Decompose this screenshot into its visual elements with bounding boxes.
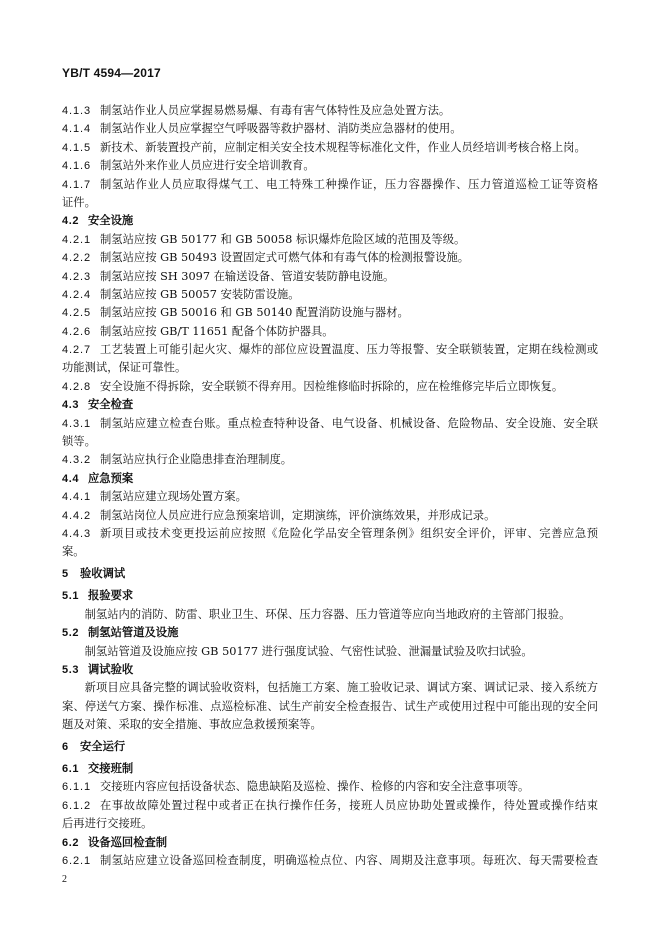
paragraph-line: 新项目应具备完整的调试验收资料，包括施工方案、施工验收记录、调试方案、调试记录、接入系统方	[84, 681, 598, 695]
section-heading-5-3	[62, 661, 598, 679]
section-heading-5-1	[62, 587, 598, 605]
clause-text: 新项目或技术变更投运前应按照《危险化学品安全管理条例》组织安全评价，评审、完善应急预	[100, 526, 598, 540]
clause-text: 在事故故障处置过程中或者正在执行操作任务，接班人员应协助处置或操作，待处置或操作结束	[100, 798, 598, 812]
section-number: 4.4	[62, 472, 80, 485]
clause-number: 4.3.1	[62, 417, 91, 430]
section-title: 设备巡回检查制	[88, 835, 168, 849]
clause-number: 6.1.2	[62, 799, 91, 812]
clause-text: 制氢站应按 SH 3097 在输送设备、管道安装防静电设施。	[100, 269, 395, 283]
clause-continuation: 锁等。	[62, 435, 96, 449]
clause-text: 安全设施不得拆除，安全联锁不得弃用。因检维修临时拆除的，应在检维修完毕后立即恢复。	[100, 379, 564, 393]
standard-code: YB/T 4594—2017	[62, 66, 161, 80]
chapter-number: 5	[62, 568, 70, 581]
clause-4-2-1	[62, 231, 598, 249]
clause-text: 工艺装置上可能引起火灾、爆炸的部位应设置温度、压力等报警、安全联锁装置，定期在线检测或	[100, 343, 598, 357]
clause-number: 4.4.3	[62, 527, 91, 540]
clause-4-4-1	[62, 488, 598, 506]
section-title: 报验要求	[88, 589, 134, 603]
clause-text: 制氢站岗位人员应进行应急预案培训，定期演练，评价演练效果，并形成记录。	[100, 508, 496, 522]
page-number: 2	[62, 874, 67, 885]
clause-4-2-4	[62, 286, 598, 304]
section-title: 安全检查	[88, 398, 134, 412]
section-heading-4-4	[62, 470, 598, 488]
clause-6-1-1	[62, 778, 598, 796]
clause-4-2-2	[62, 249, 598, 267]
clause-4-1-7	[62, 176, 598, 194]
clause-text: 制氢站应按 GB/T 11651 配备个体防护器具。	[100, 324, 334, 338]
clause-continuation: 后再进行交接班。	[62, 817, 153, 831]
clause-4-3-2	[62, 451, 598, 469]
chapter-number: 6	[62, 741, 70, 754]
clause-6-1-2	[62, 797, 598, 815]
clause-continuation: 功能测试，保证可靠性。	[62, 361, 187, 375]
clause-text: 新技术、新装置投产前，应制定相关安全技术规程等标准化文件，作业人员经培训考核合格上岗。	[100, 140, 586, 154]
section-title: 交接班制	[88, 762, 134, 776]
clause-number: 4.1.4	[62, 123, 91, 136]
chapter-heading-6	[62, 738, 598, 756]
section-number: 4.2	[62, 215, 80, 228]
paragraph-line: 制氢站管道及设施应按 GB 50177 进行强度试验、气密性试验、泄漏量试验及吹扫试验。	[84, 644, 533, 658]
section-heading-5-2	[62, 624, 598, 642]
section-number: 6.1	[62, 763, 80, 776]
clause-4-2-3	[62, 268, 598, 286]
clause-text: 制氢站应建立设备巡回检查制度，明确巡检点位、内容、周期及注意事项。每班次、每天需要检查	[100, 854, 598, 867]
clause-text: 制氢站外来作业人员应进行安全培训教育。	[100, 159, 315, 173]
section-heading-6-1	[62, 760, 598, 778]
clause-text: 制氢站应按 GB 50493 设置固定式可燃气体和有毒气体的检测报警设施。	[100, 251, 470, 265]
clause-text: 制氢站应建立检查台账。重点检查特种设备、电气设备、机械设备、危险物品、安全设施、安全联	[100, 416, 598, 430]
clause-number: 4.4.1	[62, 491, 91, 504]
section-number: 5.3	[62, 663, 80, 676]
paragraph-line: 题及对策、采取的安全措施、事故应急救援预案等。	[62, 718, 322, 732]
page-body	[62, 102, 598, 870]
clause-6-2-1	[62, 852, 598, 870]
section-title: 应急预案	[88, 471, 134, 485]
clause-number: 6.1.1	[62, 781, 91, 794]
clause-number: 4.1.5	[62, 141, 91, 154]
clause-text: 制氢站应按 GB 50057 安装防雷设施。	[100, 287, 300, 301]
clause-number: 4.2.7	[62, 344, 91, 357]
clause-number: 4.4.2	[62, 509, 91, 522]
chapter-title: 安全运行	[80, 740, 126, 754]
clause-number: 4.2.2	[62, 252, 91, 265]
paragraph-line: 制氢站内的消防、防雷、职业卫生、环保、压力容器、压力管道等应向当地政府的主管部门报验。	[84, 607, 571, 621]
clause-4-1-4	[62, 120, 598, 138]
paragraph-line: 案、停送气方案、操作标准、点巡检标准、试生产前安全检查报告、试生产或使用过程中可能出现的安全问	[62, 699, 598, 713]
clause-4-1-5	[62, 139, 598, 157]
clause-4-2-6	[62, 323, 598, 341]
section-heading-4-2	[62, 212, 598, 230]
clause-text: 制氢站应按 GB 50177 和 GB 50058 标识爆炸危险区域的范围及等级。	[100, 232, 466, 246]
clause-number: 4.3.2	[62, 454, 91, 467]
section-number: 5.2	[62, 627, 80, 640]
clause-text: 制氢站作业人员应掌握易燃易爆、有毒有害气体特性及应急处置方法。	[100, 104, 451, 117]
clause-number: 4.1.6	[62, 160, 91, 173]
clause-number: 4.1.7	[62, 178, 91, 191]
clause-4-4-3	[62, 525, 598, 543]
clause-number: 4.2.4	[62, 288, 91, 301]
clause-4-4-2	[62, 507, 598, 525]
clause-4-1-3	[62, 102, 598, 120]
clause-text: 制氢站应执行企业隐患排查治理制度。	[100, 453, 293, 467]
chapter-title: 验收调试	[80, 567, 126, 581]
clause-text: 制氢站应建立现场处置方案。	[100, 490, 247, 504]
clause-number: 4.2.5	[62, 307, 91, 320]
section-number: 5.1	[62, 590, 80, 603]
clause-4-2-5	[62, 304, 598, 322]
clause-4-2-8	[62, 378, 598, 396]
clause-number: 4.2.1	[62, 233, 91, 246]
clause-number: 4.2.6	[62, 325, 91, 338]
chapter-heading-5	[62, 565, 598, 583]
section-number: 6.2	[62, 836, 80, 849]
clause-number: 4.2.3	[62, 270, 91, 283]
section-heading-4-3	[62, 396, 598, 414]
clause-number: 4.2.8	[62, 380, 91, 393]
section-title: 制氢站管道及设施	[88, 626, 179, 640]
clause-number: 4.1.3	[62, 105, 91, 117]
clause-text: 制氢站作业人员应掌握空气呼吸器等救护器材、消防类应急器材的使用。	[100, 122, 462, 136]
section-number: 4.3	[62, 399, 80, 412]
clause-text: 制氢站应按 GB 50016 和 GB 50140 配置消防设施与器材。	[100, 306, 409, 320]
clause-text: 交接班内容应包括设备状态、隐患缺陷及巡检、操作、检修的内容和安全注意事项等。	[100, 780, 530, 794]
clause-continuation: 案。	[62, 545, 85, 559]
section-title: 安全设施	[88, 214, 134, 228]
section-title: 调试验收	[88, 662, 134, 676]
clause-4-2-7	[62, 341, 598, 359]
section-heading-6-2	[62, 834, 598, 852]
clause-number: 6.2.1	[62, 855, 91, 867]
clause-4-1-6	[62, 157, 598, 175]
clause-text: 制氢站作业人员应取得煤气工、电工特殊工种操作证，压力容器操作、压力管道巡检工证等资格	[100, 177, 598, 191]
clause-4-3-1	[62, 415, 598, 433]
clause-continuation: 证件。	[62, 195, 96, 209]
